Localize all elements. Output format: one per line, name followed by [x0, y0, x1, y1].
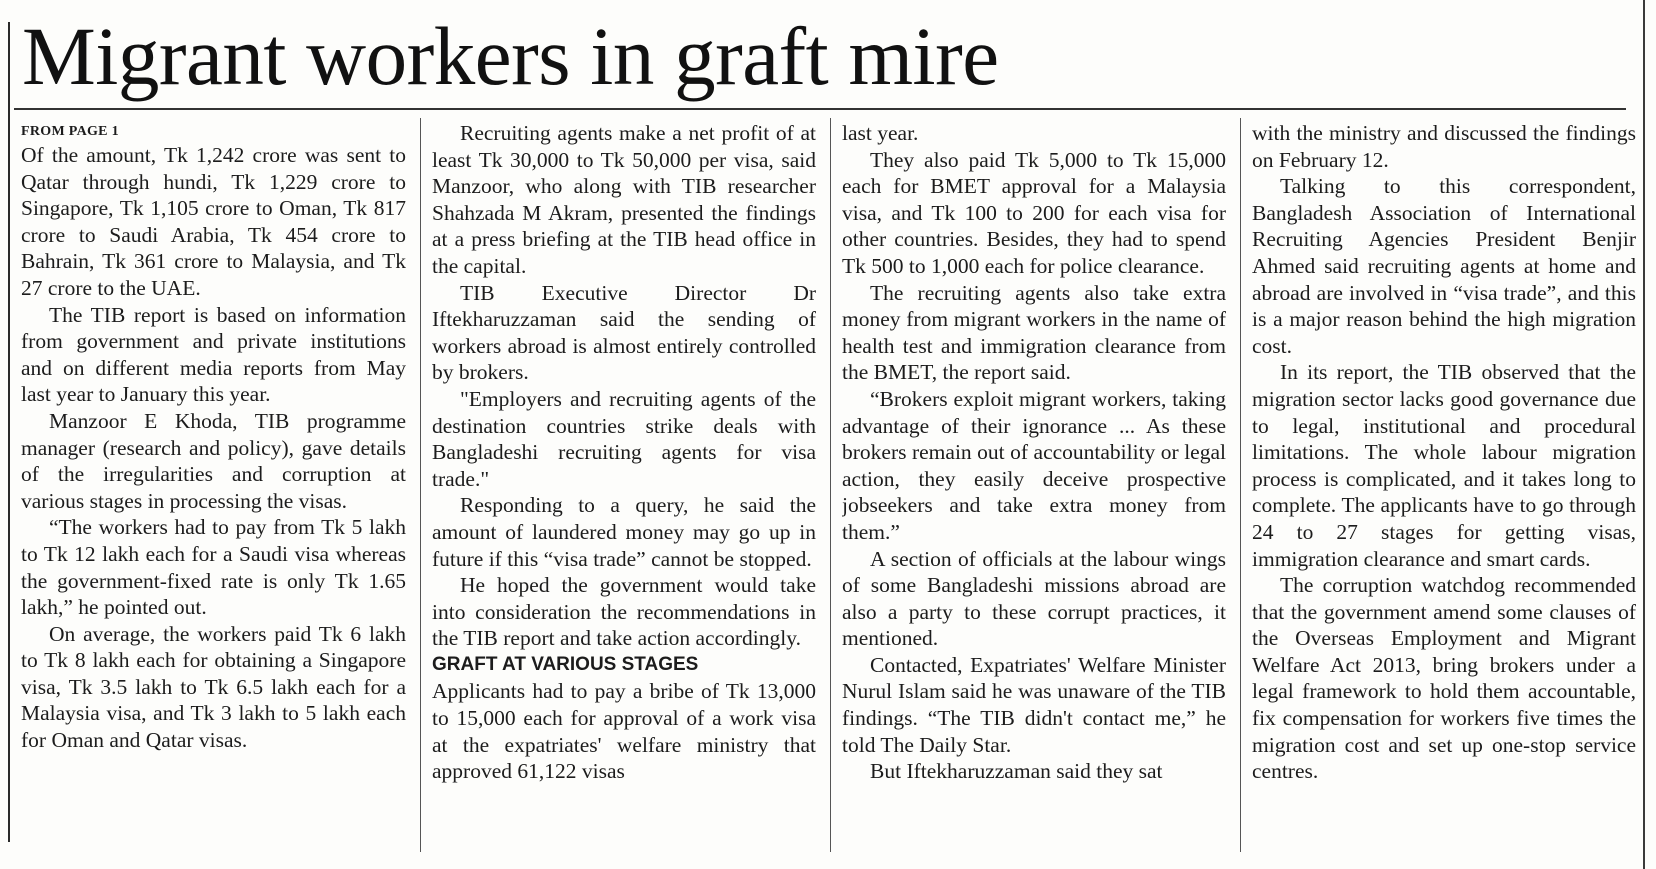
paragraph: The TIB report is based on information from government and private institutions and on different media reports from May last year to January this year.: [21, 302, 406, 407]
paragraph: A section of officials at the labour wings of some Bangladeshi missions abroad are also a party to these corrupt practices, it mentioned.: [842, 546, 1226, 651]
paragraph: "Employers and recruiting agents of the destination countries strike deals with Bangladeshi recruiting agents for visa trade.": [432, 386, 816, 491]
paragraph: TIB Executive Director Dr Iftekharuzzaman said the sending of workers abroad is almost entirely controlled by brokers.: [432, 280, 816, 385]
paragraph: “Brokers exploit migrant workers, taking advantage of their ignorance ... As these brokers remain out of accountability or legal action, they easily deceive prospective jobseekers and take extra money from them.”: [842, 386, 1226, 544]
column-divider: [830, 118, 831, 852]
article-column-2: [432, 120, 816, 855]
paragraph: with the ministry and discussed the findings on February 12.: [1252, 121, 1636, 172]
article-column-4: [1252, 120, 1636, 855]
paragraph: Recruiting agents make a net profit of at least Tk 30,000 to Tk 50,000 per visa, said Manzoor, who along with TIB researcher Shahzada M Akram, presented the findings at a press briefing at the TIB head office in the capital.: [432, 121, 816, 278]
paragraph: On average, the workers paid Tk 6 lakh to Tk 8 lakh each for obtaining a Singapore visa, Tk 3.5 lakh to Tk 6.5 lakh each for a Malaysia visa, and Tk 3 lakh to 5 lakh each for Oman and Qatar visas.: [21, 621, 406, 753]
page-left-border: [8, 22, 10, 842]
article-column-3: [842, 120, 1226, 855]
article-column-1: [21, 120, 406, 855]
paragraph: last year.: [842, 121, 919, 145]
paragraph: They also paid Tk 5,000 to Tk 15,000 each for BMET approval for a Malaysia visa, and Tk 100 to 200 for each visa for other countries. Besides, they had to spend Tk 500 to 1,000 each for police clearance.: [842, 147, 1226, 278]
paragraph: Talking to this correspondent, Bangladesh Association of International Recruiting Agencies President Benjir Ahmed said recruiting agents at home and abroad are involved in “visa trade”, and this is a major reason behind the high migration cost.: [1252, 174, 1636, 358]
page-right-border: [1643, 0, 1645, 869]
column-divider: [1240, 118, 1241, 852]
paragraph: The recruiting agents also take extra money from migrant workers in the name of health test and immigration clearance from the BMET, the report said.: [842, 280, 1226, 385]
paragraph: In its report, the TIB observed that the migration sector lacks good governance due to legal, institutional and procedural limitations. The whole labour migration process is complicated, and it takes long to complete. The applicants have to go through 24 to 27 stages for getting visas, immigration clearance and smart cards.: [1252, 360, 1636, 571]
paragraph: Responding to a query, he said the amount of laundered money may go up in future if this “visa trade” cannot be stopped.: [432, 493, 816, 571]
headline: Migrant workers in graft mire: [22, 10, 999, 102]
column-divider: [420, 118, 421, 852]
paragraph: Contacted, Expatriates' Welfare Minister Nurul Islam said he was unaware of the TIB findings. “The TIB didn't contact me,” he told The Daily Star.: [842, 652, 1226, 757]
paragraph: “The workers had to pay from Tk 5 lakh to Tk 12 lakh each for a Saudi visa whereas the government-fixed rate is only Tk 1.65 lakh,” he pointed out.: [21, 515, 406, 620]
headline-rule: [14, 108, 1626, 110]
paragraph: Manzoor E Khoda, TIB programme manager (research and policy), gave details of the irregularities and corruption at various stages in processing the visas.: [21, 408, 406, 513]
subheading: GRAFT AT VARIOUS STAGES: [432, 653, 699, 675]
paragraph: But Iftekharuzzaman said they sat: [870, 759, 1163, 784]
paragraph: He hoped the government would take into consideration the recommendations in the TIB report and take action accordingly.: [432, 573, 816, 651]
paragraph: Of the amount, Tk 1,242 crore was sent to Qatar through hundi, Tk 1,229 crore to Singapore, Tk 1,105 crore to Oman, Tk 817 crore to Saudi Arabia, Tk 454 crore to Bahrain, Tk 361 crore to Malaysia, and Tk 27 crore to the UAE.: [21, 143, 406, 300]
kicker: FROM PAGE 1: [21, 124, 119, 139]
paragraph: The corruption watchdog recommended that the government amend some clauses of the Overseas Employment and Migrant Welfare Act 2013, bring brokers under a legal framework to hold them accountable, fix compensation for workers five times the migration cost and set up one-stop service centres.: [1252, 573, 1636, 784]
paragraph: Applicants had to pay a bribe of Tk 13,000 to 15,000 each for approval of a work visa at the expatriates' welfare ministry that approved 61,122 visas: [432, 679, 816, 784]
